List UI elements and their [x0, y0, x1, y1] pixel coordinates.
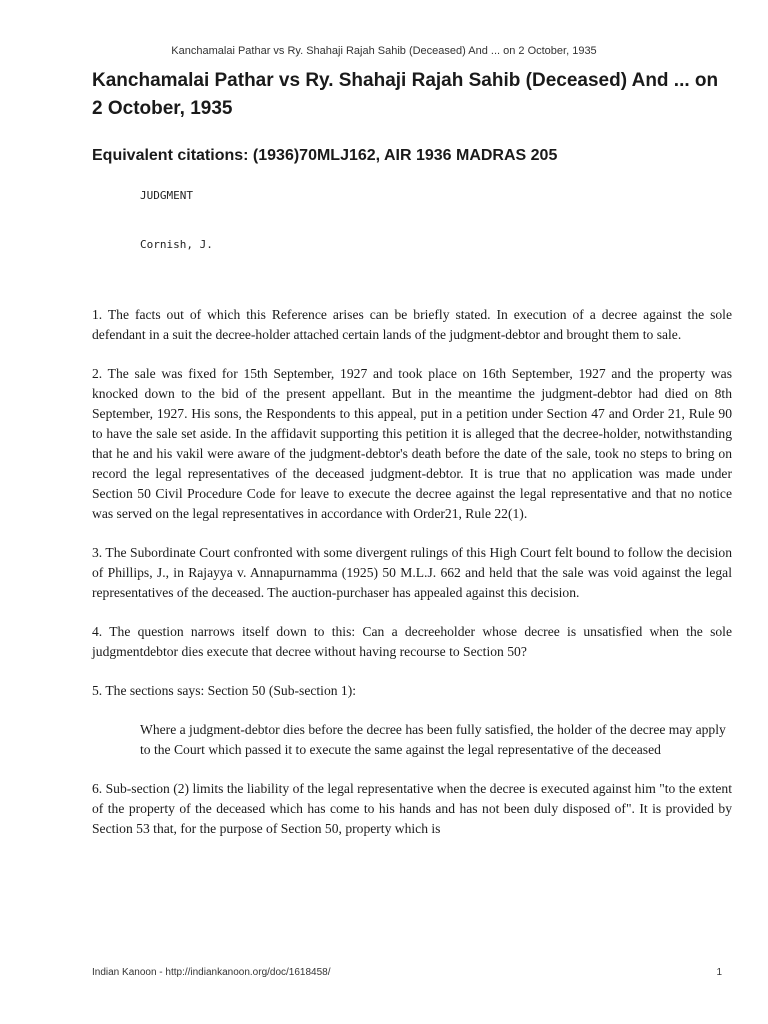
running-header: Kanchamalai Pathar vs Ry. Shahaji Rajah Sahib (Deceased) And ... on 2 October, 1935: [171, 45, 597, 57]
paragraph-3: 3. The Subordinate Court confronted with some divergent rulings of this High Court felt bound to follow the decision of Phillips, J., in Rajayya v. Annapurnamma (1925) 50 M.L.J. 662 and held that the sale was void against the legal representatives of the deceased. The auction-purchaser has appealed against this decision.: [92, 545, 732, 600]
document-title: Kanchamalai Pathar vs Ry. Shahaji Rajah Sahib (Deceased) And ... on 2 October, 1935: [92, 70, 719, 119]
judge-name: Cornish, J.: [140, 238, 213, 251]
paragraph-2: 2. The sale was fixed for 15th September, 1927 and took place on 16th September, 1927 and the property was knocked down to the bid of the present appellant. But in the meantime the judgment-debtor had died on 8th September, 1927. His sons, the Respondents to this appeal, put in a petition under Section 47 and Order 21, Rule 90 to have the sale set aside. In the affidavit supporting this petition it is alleged that the decree-holder, notwithstanding that he and his vakil were aware of the judgment-debtor's death before the date of the sale, took no steps to bring on record the legal representatives of the deceased judgment-debtor. It is true that no application was made under Section 50 Civil Procedure Code for leave to execute the decree against the legal representative and that no notice was served on the legal representatives in accordance with Order21, Rule 22(1).: [92, 366, 732, 521]
judgment-body: [92, 305, 732, 858]
statute-quote: Where a judgment-debtor dies before the decree has been fully satisfied, the holder of the decree may apply to the Court which passed it to execute the same against the legal representative of the deceased: [140, 722, 726, 757]
paragraph-4: 4. The question narrows itself down to this: Can a decreeholder whose decree is unsatisfied when the sole judgmentdebtor dies execute that decree without having recourse to Section 50?: [92, 624, 732, 659]
page-number: 1: [716, 967, 722, 978]
equivalent-citations: Equivalent citations: (1936)70MLJ162, AIR 1936 MADRAS 205: [92, 147, 558, 164]
footer-source-link[interactable]: Indian Kanoon - http://indiankanoon.org/doc/1618458/: [92, 967, 331, 978]
paragraph-6: 6. Sub-section (2) limits the liability of the legal representative when the decree is executed against him "to the extent of the property of the deceased which has come to his hands and has not been duly disposed of". It is provided by Section 53 that, for the purpose of Section 50, property which is: [92, 781, 732, 836]
paragraph-5: 5. The sections says: Section 50 (Sub-section 1):: [92, 683, 357, 698]
paragraph-1: 1. The facts out of which this Reference arises can be briefly stated. In execution of a decree against the sole defendant in a suit the decree-holder attached certain lands of the judgment-debtor and brought them to sale.: [92, 307, 732, 342]
judgment-label: JUDGMENT: [140, 189, 193, 202]
